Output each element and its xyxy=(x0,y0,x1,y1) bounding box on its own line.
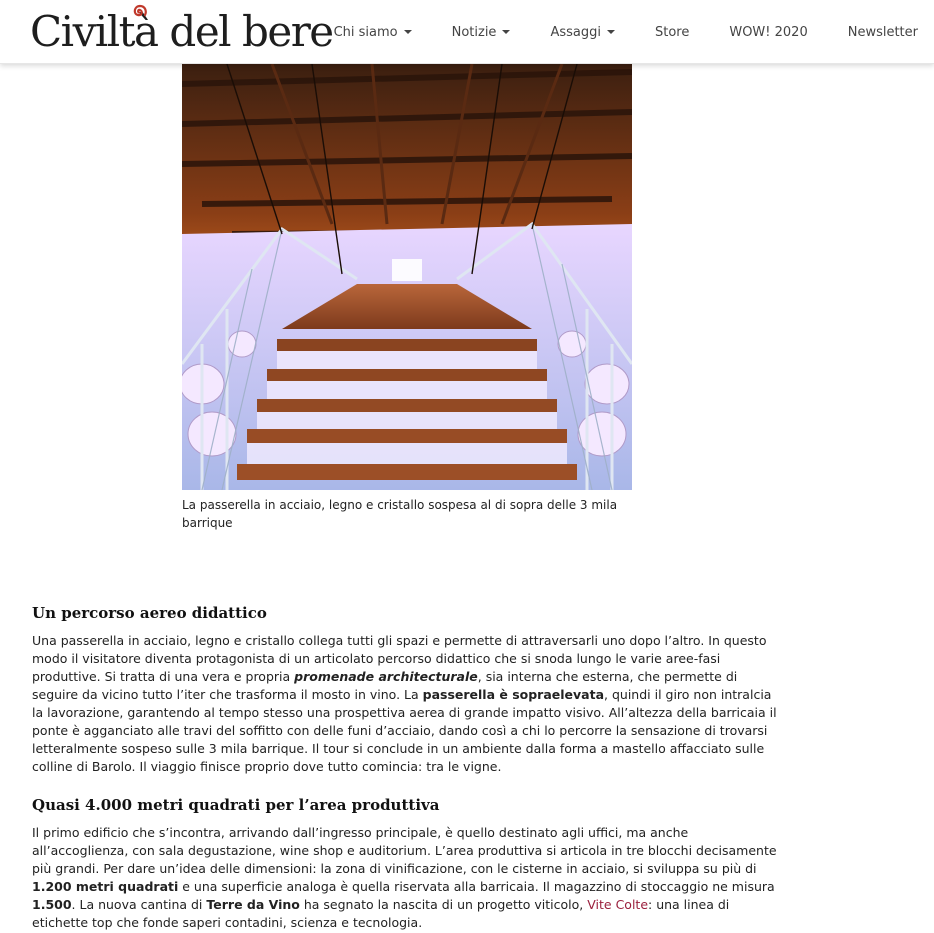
article-body xyxy=(32,604,782,932)
chevron-down-icon xyxy=(404,30,412,34)
nav-assaggi[interactable] xyxy=(530,0,635,64)
emphasis-text: promenade architecturale xyxy=(294,669,478,684)
section-heading: Un percorso aereo didattico xyxy=(32,604,267,622)
chevron-down-icon xyxy=(607,30,615,34)
nav-label: Chi siamo xyxy=(333,24,398,40)
text: ha segnato la nascita di un progetto viticolo, xyxy=(299,897,588,912)
section-paragraph xyxy=(32,632,782,776)
vite-colte-link[interactable]: Vite Colte xyxy=(587,897,649,912)
nav-newsletter[interactable] xyxy=(828,0,934,64)
catwalk-photo xyxy=(182,64,632,490)
bold-text: 1.500 xyxy=(32,897,72,912)
section-percorso xyxy=(32,604,782,776)
top-navbar xyxy=(0,0,934,64)
nav-label: WOW! 2020 xyxy=(729,24,808,40)
nav-notizie[interactable] xyxy=(432,0,531,64)
logo-text: Civiltà del bere xyxy=(30,7,333,56)
text: Il primo edificio che s’incontra, arrivando dall’ingresso principale, è quello destinato agli uffici, ma anche all’accoglienza, con sala degustazione, wine shop e auditorium. L’area produttiva si articola in tre blocchi decisamente più grandi. Per dare un’idea delle dimensioni: la zona di vinificazione, con le cisterne in acciaio, si sviluppa su più di xyxy=(32,825,777,876)
logo-swirl-icon xyxy=(128,2,152,26)
nav-label: Assaggi xyxy=(550,24,601,40)
bold-text: Terre da Vino xyxy=(206,897,300,912)
main-nav xyxy=(314,0,934,64)
text: . La nuova cantina di xyxy=(71,897,207,912)
nav-wow-2020[interactable] xyxy=(709,0,827,64)
chevron-down-icon xyxy=(502,30,510,34)
nav-label: Notizie xyxy=(451,24,497,40)
section-area-produttiva xyxy=(32,796,782,932)
text: : una linea di etichette top che fonde saperi contadini, scienza e tecnologia. xyxy=(32,897,730,930)
bold-text: passerella è sopraelevata xyxy=(422,687,605,702)
site-logo[interactable] xyxy=(30,6,333,58)
text: e una superficie analoga è quella riservata alla barricaia. Il magazzino di stoccaggio ne misura xyxy=(178,879,775,894)
section-paragraph xyxy=(32,824,782,932)
nav-store[interactable] xyxy=(635,0,709,64)
text: , sia interna che esterna, che permette di seguire da vicino tutto l’iter che trasforma il mosto in vino. La xyxy=(32,669,738,702)
nav-label: Newsletter xyxy=(847,24,918,40)
text: Una passerella in acciaio, legno e cristallo collega tutti gli spazi e permette di attraversarli uno dopo l’altro. In questo modo il visitatore diventa protagonista di un articolato percorso didattico che si snoda lungo le varie aree-fasi produttive. Si tratta di una vera e propria xyxy=(32,633,767,684)
section-heading: Quasi 4.000 metri quadrati per l’area produttiva xyxy=(32,796,440,814)
nav-chi-siamo[interactable] xyxy=(314,0,432,64)
article-figure xyxy=(182,64,632,532)
text: , quindi il giro non intralcia la lavorazione, garantendo al tempo stesso una prospettiva aerea di grande impatto visivo. All’altezza della barricaia il ponte è agganciato alle travi del soffitto con delle funi d’acciaio, dando così a chi lo percorre la sensazione di trovarsi letteralmente sospeso sulle 3 mila barrique. Il tour si conclude in un ambiente dalla forma a mastello affacciato sulle colline di Barolo. Il viaggio finisce proprio dove tutto comincia: tra le vigne. xyxy=(32,687,777,774)
figure-caption: La passerella in acciaio, legno e cristallo sospesa al di sopra delle 3 mila barrique xyxy=(182,498,618,530)
nav-label: Store xyxy=(654,24,690,40)
bold-text: 1.200 metri quadrati xyxy=(32,879,179,894)
